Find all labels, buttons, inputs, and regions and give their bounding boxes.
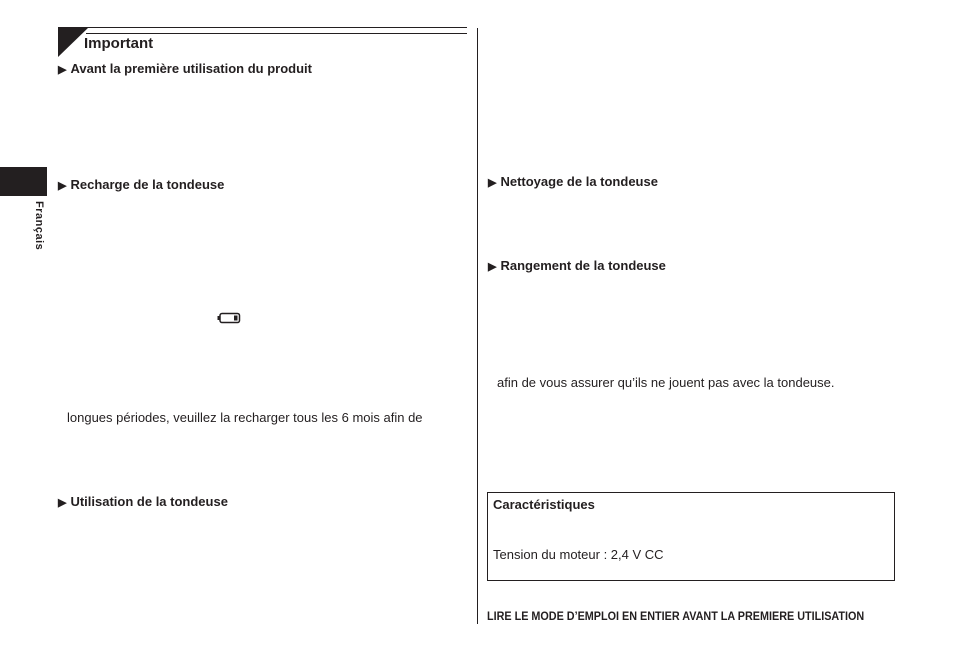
triangle-right-icon: ▶ bbox=[58, 180, 67, 192]
section-use-title: Utilisation de la tondeuse bbox=[70, 494, 228, 509]
section-storage-title: Rangement de la tondeuse bbox=[500, 258, 666, 273]
triangle-right-icon: ▶ bbox=[58, 64, 67, 76]
section-cleaning-title: Nettoyage de la tondeuse bbox=[500, 174, 658, 189]
text-children-warning: afin de vous assurer qu’ils ne jouent pas avec la tondeuse. bbox=[497, 375, 835, 390]
important-heading: Important bbox=[84, 35, 154, 52]
header-rule-top bbox=[58, 27, 467, 28]
triangle-right-icon: ▶ bbox=[488, 261, 497, 273]
header-rule-bottom bbox=[86, 33, 467, 34]
triangle-right-icon: ▶ bbox=[58, 497, 67, 509]
section-storage bbox=[488, 258, 666, 275]
section-use bbox=[58, 494, 228, 511]
text-storage-recharge: longues périodes, veuillez la recharger tous les 6 mois afin de bbox=[67, 410, 423, 425]
triangle-right-icon: ▶ bbox=[488, 177, 497, 189]
section-charging bbox=[58, 177, 224, 194]
battery-low-icon bbox=[217, 312, 241, 324]
section-charging-title: Recharge de la tondeuse bbox=[70, 177, 225, 192]
specifications-title: Caractéristiques bbox=[493, 497, 595, 512]
section-first-use bbox=[58, 61, 312, 78]
language-tab bbox=[0, 167, 47, 196]
read-instructions-note: LIRE LE MODE D’EMPLOI EN ENTIER AVANT LA PREMIERE UTILISATION bbox=[487, 609, 865, 623]
column-divider bbox=[477, 28, 478, 624]
section-first-use-title: Avant la première utilisation du produit bbox=[70, 61, 312, 76]
section-cleaning bbox=[488, 174, 658, 191]
language-label: Français bbox=[33, 201, 45, 251]
spec-motor-voltage: Tension du moteur : 2,4 V CC bbox=[493, 547, 664, 562]
